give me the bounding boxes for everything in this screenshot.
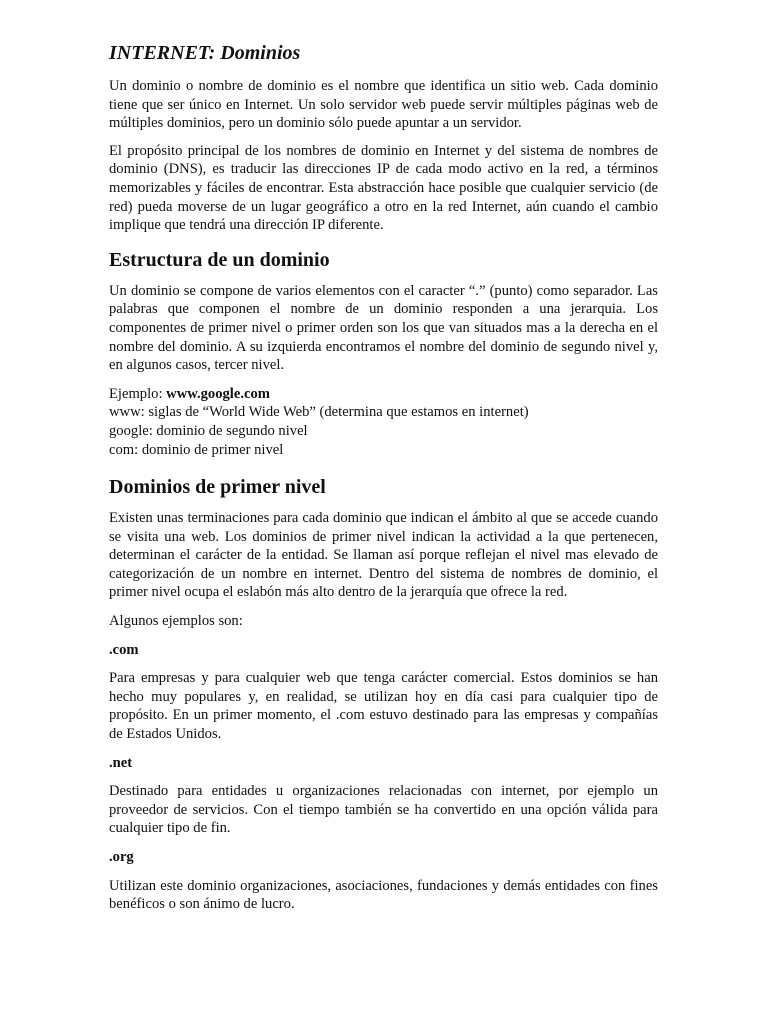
- tld-org-description: Utilizan este dominio organizaciones, asociaciones, fundaciones y demás entidades con fines benéficos o son ánimo de lucro.: [109, 877, 658, 913]
- example-line-com: com: dominio de primer nivel: [109, 441, 284, 458]
- tld-net-name: .net: [109, 754, 133, 771]
- tld-com-description: Para empresas y para cualquier web que tenga carácter comercial. Estos dominios se han hecho muy populares y, en realidad, se utilizan hoy en día casi para cualquier tipo de propósito. En un primer momento, el .com estuvo destinado para las empresas y compañías de Estados Unidos.: [109, 670, 658, 743]
- tld-net-description: Destinado para entidades u organizaciones relacionadas con internet, por ejemplo un proveedor de servicios. Con el tiempo también se ha convertido en una opción válida para cualquier tipo de fin.: [109, 783, 658, 837]
- example-block: [109, 385, 658, 459]
- page-title: INTERNET: Dominios: [109, 42, 301, 64]
- example-label: Ejemplo:: [109, 385, 167, 402]
- document-page: [109, 40, 658, 923]
- structure-paragraph: Un dominio se compone de varios elementos con el caracter “.” (punto) como separador. Las palabras que componen el nombre de un dominio responden a una jerarquia. Los componentes de primer nivel o primer orden son los que van situados mas a la derecha en el nombre del dominio. A su izquierda encontramos el nombre del dominio de segundo nivel y, en algunos casos, tercer nivel.: [109, 282, 658, 374]
- examples-intro: Algunos ejemplos son:: [109, 613, 243, 630]
- tld-org-name: .org: [109, 849, 134, 865]
- tld-paragraph: Existen unas terminaciones para cada dominio que indican el ámbito al que se accede cuando se visita una web. Los dominios de primer nivel indican la actividad a la que pertenecen, determinan el carácter de la entidad. Se llaman así porque reflejan el nivel mas elevado de categorización de un nombre en internet. Dentro del sistema de nombres de dominio, el primer nivel ocupa el eslabón más alto dentro de la jerarquía que ofrece la red.: [109, 510, 658, 601]
- section-heading-structure: Estructura de un dominio: [109, 248, 330, 271]
- intro-paragraph-2: El propósito principal de los nombres de dominio en Internet y del sistema de nombres de dominio (DNS), es traducir las direcciones IP de cada modo activo en la red, a términos memorizables y fáciles de encontrar. Esta abstracción hace posible que cualquier servicio (de red) pueda moverse de un lugar geográfico a otro en la red Internet, aún cuando el cambio implique que tendrá una dirección IP diferente.: [109, 142, 658, 234]
- section-heading-tld: Dominios de primer nivel: [109, 476, 326, 499]
- intro-paragraph-1: Un dominio o nombre de dominio es el nombre que identifica un sitio web. Cada dominio tiene que ser único en Internet. Un solo servidor web puede servir múltiples páginas web de múltiples dominios, pero un dominio sólo puede apuntar a un servidor.: [109, 78, 658, 132]
- tld-com-name: .com: [109, 641, 139, 658]
- example-domain: www.google.com: [166, 385, 270, 402]
- example-line-www: www: siglas de “World Wide Web” (determina que estamos en internet): [109, 404, 529, 421]
- example-line: [109, 385, 658, 404]
- example-line-google: google: dominio de segundo nivel: [109, 422, 308, 439]
